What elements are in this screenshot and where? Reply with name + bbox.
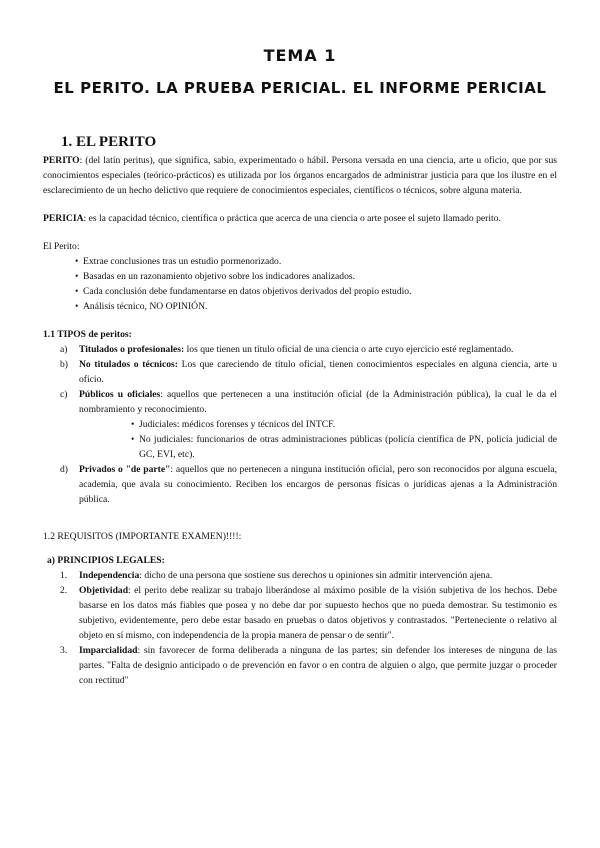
pericia-definition <box>43 211 557 226</box>
pericia-text: : es la capacidad técnico, científica o práctica que acerca de una ciencia o arte posee el sujeto llamado perito. <box>83 213 501 224</box>
el-perito-label: El Perito: <box>43 241 80 252</box>
list-item: • Análisis técnico, NO OPINIÓN. <box>75 299 557 314</box>
perito-bullet-list <box>43 254 557 314</box>
list-item: a) Titulados o profesionales: los que tienen un título oficial de una ciencia o arte cuyo ejercicio esté reglamentado. <box>60 344 514 355</box>
section-1-heading: 1. EL PERITO <box>61 134 157 150</box>
list-item: c) Públicos u oficiales: aquellos que pertenecen a una institución oficial (de la Administración pública), la cual le da el nombramiento y reconocimiento. <box>60 389 557 415</box>
list-item: • No judiciales: funcionarios de otras administraciones públicas (policía científica de PN, policía judicial de GC, EVI, etc). <box>131 432 557 462</box>
list-item: b) No titulados o técnicos: Los que careciendo de título oficial, tienen conocimientos especiales en alguna ciencia, arte u oficio. <box>60 359 557 385</box>
list-item: d) Privados o "de parte": aquellos que no pertenecen a ninguna institución oficial, pero son reconocidos por alguna escuela, academia, que avala su conocimiento. Reciben los encargos de personas físicas o jurídicas ajenas a la Administración pública. <box>60 464 557 505</box>
publicos-sub-list <box>43 417 557 462</box>
list-item: 3. Imparcialidad: sin favorecer de forma deliberada a ninguna de las partes; sin defender los intereses de ninguna de las partes. "Falta de designio anticipado o de prevención en favor o en contra de alguien o algo, que permite juzgar o proceder con rectitud" <box>60 645 557 686</box>
tipos-list <box>43 342 557 417</box>
list-item: • Extrae conclusiones tras un estudio pormenorizado. <box>75 254 557 269</box>
perito-term: PERITO <box>43 155 80 166</box>
principios-legales-heading: a) PRINCIPIOS LEGALES: <box>47 555 165 566</box>
pericia-term: PERICIA <box>43 213 84 224</box>
tipos-list-cont <box>43 462 557 507</box>
list-item: • Cada conclusión debe fundamentarse en datos objetivos derivados del propio estudio. <box>75 284 557 299</box>
principios-list <box>43 568 557 688</box>
list-item: 2. Objetividad: el perito debe realizar su trabajo liberándose al máximo posible de la visión subjetiva de los hechos. Debe basarse en los datos más fiables que posea y no debe dar por supuesto hechos que no pueda demostrar. Su testimonio es subjetivo, evidentemente, pero debe estar basado en pruebas o datos objetivos y contrastados. "Perteneciente o relativo al objeto en sí mismo, con independencia de la propia manera de pensar o de sentir". <box>60 585 557 641</box>
list-item: • Basadas en un razonamiento objetivo sobre los indicadores analizados. <box>75 269 557 284</box>
list-item: 1. Independencia: dicho de una persona que sostiene sus derechos u opiniones sin admitir intervención ajena. <box>60 570 493 581</box>
perito-definition <box>43 153 557 198</box>
perito-text: : (del latín peritus), que significa, sabio, experimentado o hábil. Persona versada en una ciencia, arte u oficio, que por sus conocimientos especiales (teórico-prácticos) es utilizada por los órganos encargados de administrar justicia para que los ilustre en el esclarecimiento de un hecho delictivo que requiere de conocimientos especiales, científicos o técnicos, sobre alguna materia. <box>43 155 557 196</box>
list-item: • Judiciales: médicos forenses y técnicos del INTCF. <box>131 417 557 432</box>
tema-title: TEMA 1 <box>263 46 337 65</box>
section-1-2-heading: 1.2 REQUISITOS (IMPORTANTE EXAMEN)!!!!: <box>43 531 242 542</box>
document-body <box>43 133 557 688</box>
document-title: EL PERITO. LA PRUEBA PERICIAL. EL INFORME PERICIAL <box>53 79 547 97</box>
section-1-1-heading: 1.1 TIPOS de peritos: <box>43 329 132 340</box>
